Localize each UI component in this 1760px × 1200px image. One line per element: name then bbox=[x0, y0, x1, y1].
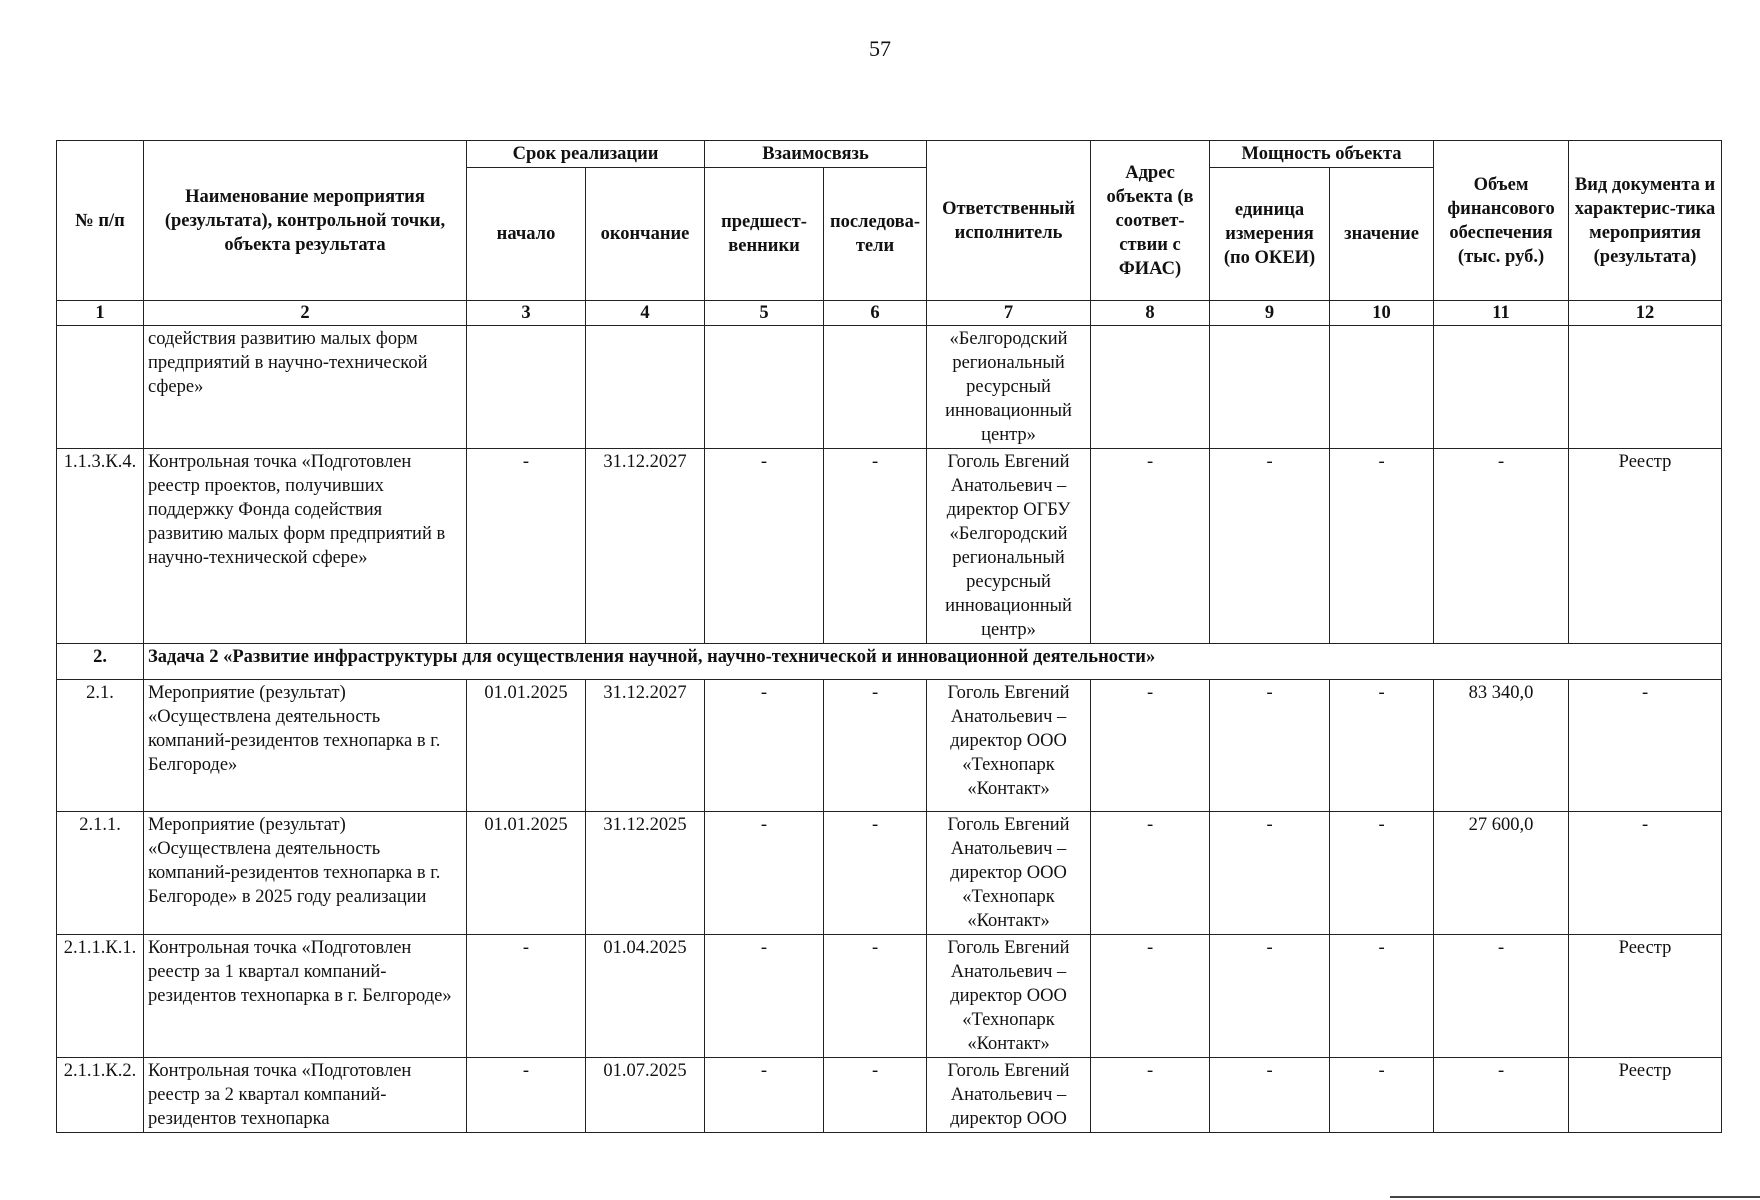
row-address bbox=[1091, 326, 1210, 449]
task-row bbox=[57, 644, 1722, 680]
row-finance: - bbox=[1434, 1058, 1569, 1133]
column-number: 5 bbox=[705, 301, 824, 326]
row-num: 2.1.1. bbox=[57, 812, 144, 935]
column-number: 2 bbox=[144, 301, 467, 326]
row-name: Контрольная точка «Подготовлен реестр проектов, получивших поддержку Фонда содействия развитию малых форм предприятий в научно-технической сфере» bbox=[144, 449, 467, 644]
row-start: - bbox=[467, 935, 586, 1058]
row-name: Контрольная точка «Подготовлен реестр за 2 квартал компаний-резидентов технопарка bbox=[144, 1058, 467, 1133]
row-num bbox=[57, 326, 144, 449]
row-responsible: Гоголь Евгений Анатольевич – директор ОГБУ «Белгородский региональный ресурсный инновационный центр» bbox=[927, 449, 1091, 644]
page-number: 57 bbox=[869, 36, 891, 61]
column-number: 7 bbox=[927, 301, 1091, 326]
row-num: 2.1. bbox=[57, 680, 144, 812]
col-header-pred: предшест-венники bbox=[705, 168, 824, 301]
column-number: 6 bbox=[824, 301, 927, 326]
col-header-doc: Вид документа и характерис-тика мероприятия (результата) bbox=[1569, 141, 1722, 301]
row-start: - bbox=[467, 449, 586, 644]
row-unit: - bbox=[1210, 449, 1330, 644]
plan-table bbox=[56, 140, 1722, 1133]
row-succ: - bbox=[824, 680, 927, 812]
row-end bbox=[586, 326, 705, 449]
column-number: 1 bbox=[57, 301, 144, 326]
row-responsible: Гоголь Евгений Анатольевич – директор ООО «Технопарк «Контакт» bbox=[927, 935, 1091, 1058]
header-row-1 bbox=[57, 141, 1722, 168]
row-name: Мероприятие (результат) «Осуществлена деятельность компаний-резидентов технопарка в г. Белгороде» в 2025 году реализации bbox=[144, 812, 467, 935]
row-address: - bbox=[1091, 680, 1210, 812]
column-number: 9 bbox=[1210, 301, 1330, 326]
col-header-name: Наименование мероприятия (результата), контрольной точки, объекта результата bbox=[144, 141, 467, 301]
row-succ: - bbox=[824, 1058, 927, 1133]
group-header-period: Срок реализации bbox=[467, 141, 705, 168]
row-name: Контрольная точка «Подготовлен реестр за 1 квартал компаний-резидентов технопарка в г. Белгороде» bbox=[144, 935, 467, 1058]
table-row bbox=[57, 326, 1722, 449]
row-pred: - bbox=[705, 812, 824, 935]
row-name: содействия развитию малых форм предприятий в научно-технической сфере» bbox=[144, 326, 467, 449]
row-succ: - bbox=[824, 449, 927, 644]
group-header-capacity: Мощность объекта bbox=[1210, 141, 1434, 168]
col-header-succ: последова-тели bbox=[824, 168, 927, 301]
column-number: 11 bbox=[1434, 301, 1569, 326]
row-responsible: Гоголь Евгений Анатольевич – директор ООО bbox=[927, 1058, 1091, 1133]
row-end: 01.04.2025 bbox=[586, 935, 705, 1058]
row-doc: - bbox=[1569, 680, 1722, 812]
row-unit: - bbox=[1210, 680, 1330, 812]
row-pred: - bbox=[705, 680, 824, 812]
row-doc: - bbox=[1569, 812, 1722, 935]
row-doc: Реестр bbox=[1569, 449, 1722, 644]
table-row bbox=[57, 812, 1722, 935]
col-header-unit: единица измерения (по ОКЕИ) bbox=[1210, 168, 1330, 301]
row-succ: - bbox=[824, 935, 927, 1058]
row-value bbox=[1330, 326, 1434, 449]
column-numbers-row bbox=[57, 301, 1722, 326]
row-finance: 27 600,0 bbox=[1434, 812, 1569, 935]
row-responsible: «Белгородский региональный ресурсный инновационный центр» bbox=[927, 326, 1091, 449]
row-pred: - bbox=[705, 1058, 824, 1133]
row-value: - bbox=[1330, 935, 1434, 1058]
row-responsible: Гоголь Евгений Анатольевич – директор ООО «Технопарк «Контакт» bbox=[927, 680, 1091, 812]
column-number: 10 bbox=[1330, 301, 1434, 326]
col-header-num: № п/п bbox=[57, 141, 144, 301]
row-start: 01.01.2025 bbox=[467, 812, 586, 935]
row-start: - bbox=[467, 1058, 586, 1133]
row-doc bbox=[1569, 326, 1722, 449]
row-address: - bbox=[1091, 1058, 1210, 1133]
col-header-responsible: Ответственный исполнитель bbox=[927, 141, 1091, 301]
column-number: 8 bbox=[1091, 301, 1210, 326]
row-unit: - bbox=[1210, 935, 1330, 1058]
group-header-relation: Взаимосвязь bbox=[705, 141, 927, 168]
table-row bbox=[57, 449, 1722, 644]
col-header-finance: Объем финансового обеспечения (тыс. руб.) bbox=[1434, 141, 1569, 301]
column-number: 12 bbox=[1569, 301, 1722, 326]
task-num: 2. bbox=[57, 644, 144, 680]
row-address: - bbox=[1091, 935, 1210, 1058]
row-start bbox=[467, 326, 586, 449]
row-value: - bbox=[1330, 812, 1434, 935]
row-value: - bbox=[1330, 449, 1434, 644]
table-row bbox=[57, 935, 1722, 1058]
row-succ bbox=[824, 326, 927, 449]
row-num: 2.1.1.К.2. bbox=[57, 1058, 144, 1133]
column-number: 4 bbox=[586, 301, 705, 326]
row-doc: Реестр bbox=[1569, 1058, 1722, 1133]
task-title: Задача 2 «Развитие инфраструктуры для осуществления научной, научно-технической и инновационной деятельности» bbox=[144, 644, 1722, 680]
row-unit: - bbox=[1210, 1058, 1330, 1133]
row-pred: - bbox=[705, 935, 824, 1058]
row-num: 2.1.1.К.1. bbox=[57, 935, 144, 1058]
row-responsible: Гоголь Евгений Анатольевич – директор ООО «Технопарк «Контакт» bbox=[927, 812, 1091, 935]
table-row bbox=[57, 680, 1722, 812]
row-pred: - bbox=[705, 449, 824, 644]
row-pred bbox=[705, 326, 824, 449]
col-header-address: Адрес объекта (в соответ-ствии с ФИАС) bbox=[1091, 141, 1210, 301]
col-header-value: значение bbox=[1330, 168, 1434, 301]
row-finance: 83 340,0 bbox=[1434, 680, 1569, 812]
row-address: - bbox=[1091, 449, 1210, 644]
row-num: 1.1.3.К.4. bbox=[57, 449, 144, 644]
col-header-start: начало bbox=[467, 168, 586, 301]
row-end: 31.12.2027 bbox=[586, 449, 705, 644]
col-header-end: окончание bbox=[586, 168, 705, 301]
row-start: 01.01.2025 bbox=[467, 680, 586, 812]
row-finance bbox=[1434, 326, 1569, 449]
row-finance: - bbox=[1434, 935, 1569, 1058]
row-value: - bbox=[1330, 1058, 1434, 1133]
row-name: Мероприятие (результат) «Осуществлена деятельность компаний-резидентов технопарка в г. Белгороде» bbox=[144, 680, 467, 812]
row-finance: - bbox=[1434, 449, 1569, 644]
column-number: 3 bbox=[467, 301, 586, 326]
row-unit: - bbox=[1210, 812, 1330, 935]
row-unit bbox=[1210, 326, 1330, 449]
row-doc: Реестр bbox=[1569, 935, 1722, 1058]
row-end: 31.12.2025 bbox=[586, 812, 705, 935]
row-succ: - bbox=[824, 812, 927, 935]
table-row bbox=[57, 1058, 1722, 1133]
scan-artifact-line bbox=[1390, 1196, 1760, 1198]
row-end: 31.12.2027 bbox=[586, 680, 705, 812]
row-address: - bbox=[1091, 812, 1210, 935]
row-end: 01.07.2025 bbox=[586, 1058, 705, 1133]
row-value: - bbox=[1330, 680, 1434, 812]
